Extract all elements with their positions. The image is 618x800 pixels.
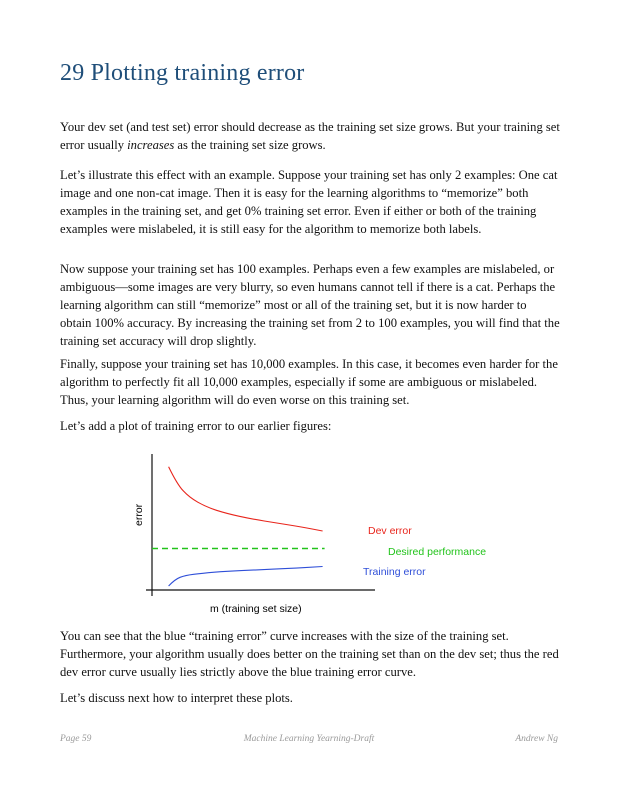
dev-error-line — [169, 467, 323, 531]
paragraph-6: You can see that the blue “training error” curve increases with the size of the training set. Furthermore, your algorithm usually does better on the training set than on the dev set; thus the red dev error curve usually lies strictly above the blue training error curve. — [60, 629, 559, 679]
paragraph-3: Now suppose your training set has 100 examples. Perhaps even a few examples are mislabeled, or ambiguous—some images are very blurry, so even humans cannot tell if there is a cat. Perhaps the learning algorithm can still “memorize” most or all of the training set, but it is now harder to obtain 100% accuracy. By increasing the training set from 2 to 100 examples, you will find that the training set accuracy will drop slightly. — [60, 262, 560, 348]
training-error-label: Training error — [363, 566, 426, 578]
dev-error-label: Dev error — [368, 525, 412, 537]
training-error-chart — [130, 448, 510, 620]
paragraph-1-text-a: Your dev set (and test set) error should decrease as the training set size grows. But your training set error usually — [60, 120, 560, 152]
training-error-line — [169, 567, 323, 587]
footer-page-number: Page 59 — [60, 734, 92, 744]
paragraph-1 — [60, 118, 560, 154]
desired-performance-label: Desired performance — [388, 546, 487, 558]
paragraph-2: Let’s illustrate this effect with an example. Suppose your training set has only 2 examples: One cat image and one non-cat image. Then it is easy for the learning algorithms to “memorize” both examples in the training set, and get 0% training set error. Even if either or both of the training examples were mislabeled, it is still easy for the algorithm to memorize both labels. — [60, 168, 558, 236]
x-axis-label: m (training set size) — [210, 603, 302, 615]
page-title: 29 Plotting training error — [60, 60, 305, 86]
y-axis-label: error — [133, 503, 145, 526]
paragraph-5: Let’s add a plot of training error to our earlier figures: — [60, 419, 332, 433]
paragraph-4: Finally, suppose your training set has 10,000 examples. In this case, it becomes even harder for the algorithm to perfectly fit all 10,000 examples, especially if some are ambiguous or mislabeled. Thus, your learning algorithm will do even worse on this training set. — [60, 357, 558, 407]
footer-author: Andrew Ng — [515, 734, 558, 744]
paragraph-1-emphasis: increases — [127, 138, 175, 152]
paragraph-7: Let’s discuss next how to interpret these plots. — [60, 691, 293, 705]
footer-book-title: Machine Learning Yearning-Draft — [243, 734, 375, 744]
paragraph-1-text-b: as the training set size grows. — [174, 138, 326, 152]
